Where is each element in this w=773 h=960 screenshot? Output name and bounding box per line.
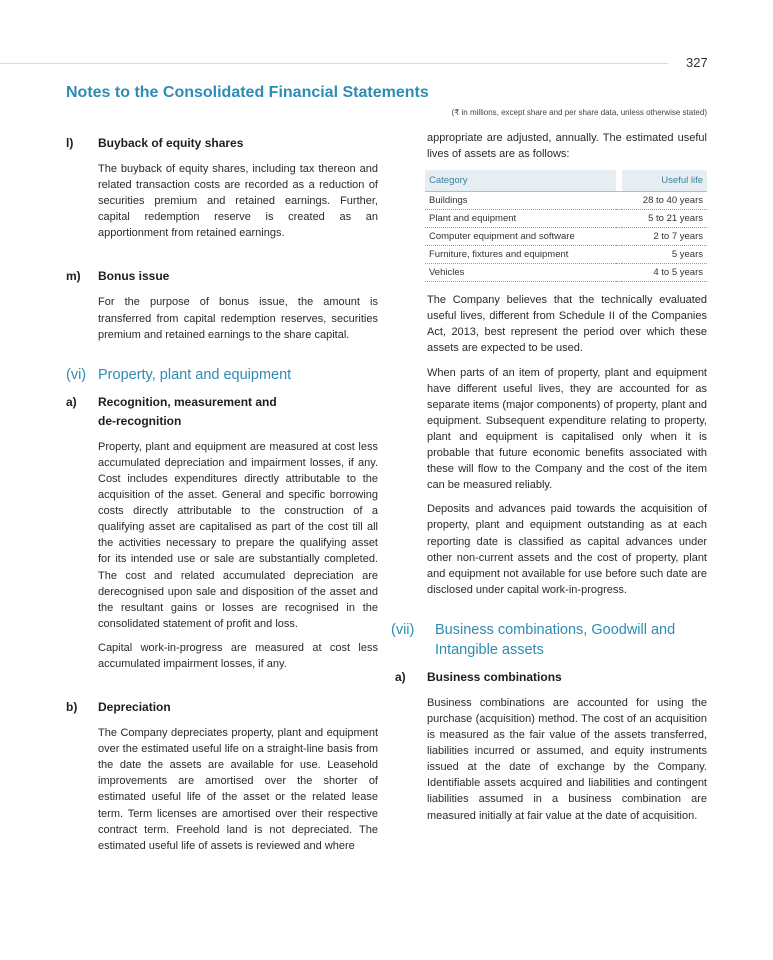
column-header-useful-life: Useful life	[622, 170, 707, 192]
section-number: (vi)	[66, 366, 87, 383]
table-row	[425, 246, 707, 264]
column-header-category: Category	[425, 170, 616, 192]
heading-text: Buyback of equity shares	[98, 136, 244, 150]
table-row	[425, 228, 707, 246]
heading-text: Depreciation	[98, 700, 171, 715]
paragraph: For the purpose of bonus issue, the amount is transferred from capital redemption reserves, securities premium and retained earnings to the share capital.	[98, 296, 378, 341]
units-note: (₹ in millions, except share and per share data, unless otherwise stated)	[451, 108, 707, 117]
heading-text: Business combinations	[427, 669, 562, 684]
paragraph: The Company believes that the technically evaluated useful lives, different from Schedule II of the Companies Act, 2013, best represent the period over which these assets are expected to be used.	[427, 294, 707, 355]
section-number: (vii)	[391, 621, 415, 638]
header-rule	[0, 63, 668, 64]
section-title: Business combinations, Goodwill and Intangible assets	[435, 621, 676, 658]
cell-useful-life: 2 to 7 years	[622, 228, 707, 246]
right-column	[391, 130, 707, 832]
cell-category: Plant and equipment	[425, 210, 616, 228]
cell-category: Computer equipment and software	[425, 228, 616, 246]
useful-life-table	[425, 170, 707, 282]
table-row	[425, 192, 707, 210]
heading-recognition	[66, 393, 378, 431]
heading-number: m)	[66, 269, 81, 284]
cell-useful-life: 28 to 40 years	[622, 192, 707, 210]
heading-number: l)	[66, 136, 74, 150]
paragraph: Business combinations are accounted for using the purchase (acquisition) method. The cost of an acquisition is measured as the fair value of the assets transferred, liabilities incurred or assumed, and equity instruments issued at the date of exchange by the Company. Identifiable assets acquired and liabilities and contingent liabilities assumed in a business combination are measured initially at fair value at the date of acquisition.	[427, 696, 707, 822]
section-title: Property, plant and equipment	[98, 366, 292, 383]
paragraph: Deposits and advances paid towards the acquisition of property, plant and equipment outstanding as at each reporting date is classified as capital advances under other non-current assets and the cost of property, plant and equipment not available for use before such date are disclosed under capital work-in-progress.	[427, 503, 707, 596]
cell-useful-life: 4 to 5 years	[622, 264, 707, 282]
table-row	[425, 264, 707, 282]
cell-useful-life: 5 to 21 years	[622, 210, 707, 228]
cell-useful-life: 5 years	[622, 246, 707, 264]
heading-number: a)	[395, 669, 406, 684]
paragraph: The Company depreciates property, plant and equipment over the estimated useful life on a straight-line basis from the date the assets are available for use. Leasehold improvements are amortised over the shorter of estimated useful life of the asset or the related lease term. Term licenses are amortised over their respective contract term. Freehold land is not depreciated. The estimated useful life of assets is reviewed and where	[98, 727, 378, 852]
left-column	[66, 130, 378, 862]
page-title: Notes to the Consolidated Financial Statements	[66, 84, 429, 101]
heading-depreciation	[66, 698, 378, 717]
paragraph: The buyback of equity shares, including tax thereon and related transaction costs are recorded as a reduction of securities premium and retained earnings. Further, capital redemption reserve is created as an apportionment from retained earnings.	[98, 163, 378, 240]
section-heading-business-combinations	[391, 620, 707, 660]
heading-text: Recognition, measurement and de-recognition	[98, 394, 277, 428]
paragraph: Property, plant and equipment are measured at cost less accumulated depreciation and impairment losses, if any. Cost includes expenditures directly attributable to the acquisition of the asset. General and specific borrowing costs directly attributable to the construction of a qualifying asset are capitalised as part of the cost till all the activities necessary to prepare the qualifying asset for its intended use or sale are substantially completed. The cost and related accumulated depreciation are derecognised upon sale and disposition of the asset and the resultant gains or losses are recognised in the consolidated statement of profit and loss.	[98, 440, 378, 630]
heading-business-combinations	[395, 668, 707, 687]
paragraph: Capital work-in-progress are measured at cost less accumulated impairment losses, if any.	[98, 641, 378, 670]
heading-number: b)	[66, 700, 78, 715]
cell-category: Furniture, fixtures and equipment	[425, 246, 616, 264]
cell-category: Vehicles	[425, 264, 616, 282]
heading-bonus-issue	[66, 267, 378, 286]
section-heading-ppe	[66, 365, 378, 385]
heading-number: a)	[66, 394, 77, 409]
heading-text: Bonus issue	[98, 269, 170, 284]
paragraph: When parts of an item of property, plant and equipment have different useful lives, they are accounted for as separate items (major components) of property, plant and equipment. Subsequent expenditure relating to property, plant and equipment is capitalised only when it is probable that future economic benefits associated with these will flow to the Company and the cost of the item can be measured reliably.	[427, 366, 707, 492]
table-row	[425, 210, 707, 228]
page-number: 327	[686, 55, 708, 70]
paragraph: appropriate are adjusted, annually. The estimated useful lives of assets are as follows:	[427, 132, 707, 161]
heading-buyback	[66, 134, 378, 153]
cell-category: Buildings	[425, 192, 616, 210]
